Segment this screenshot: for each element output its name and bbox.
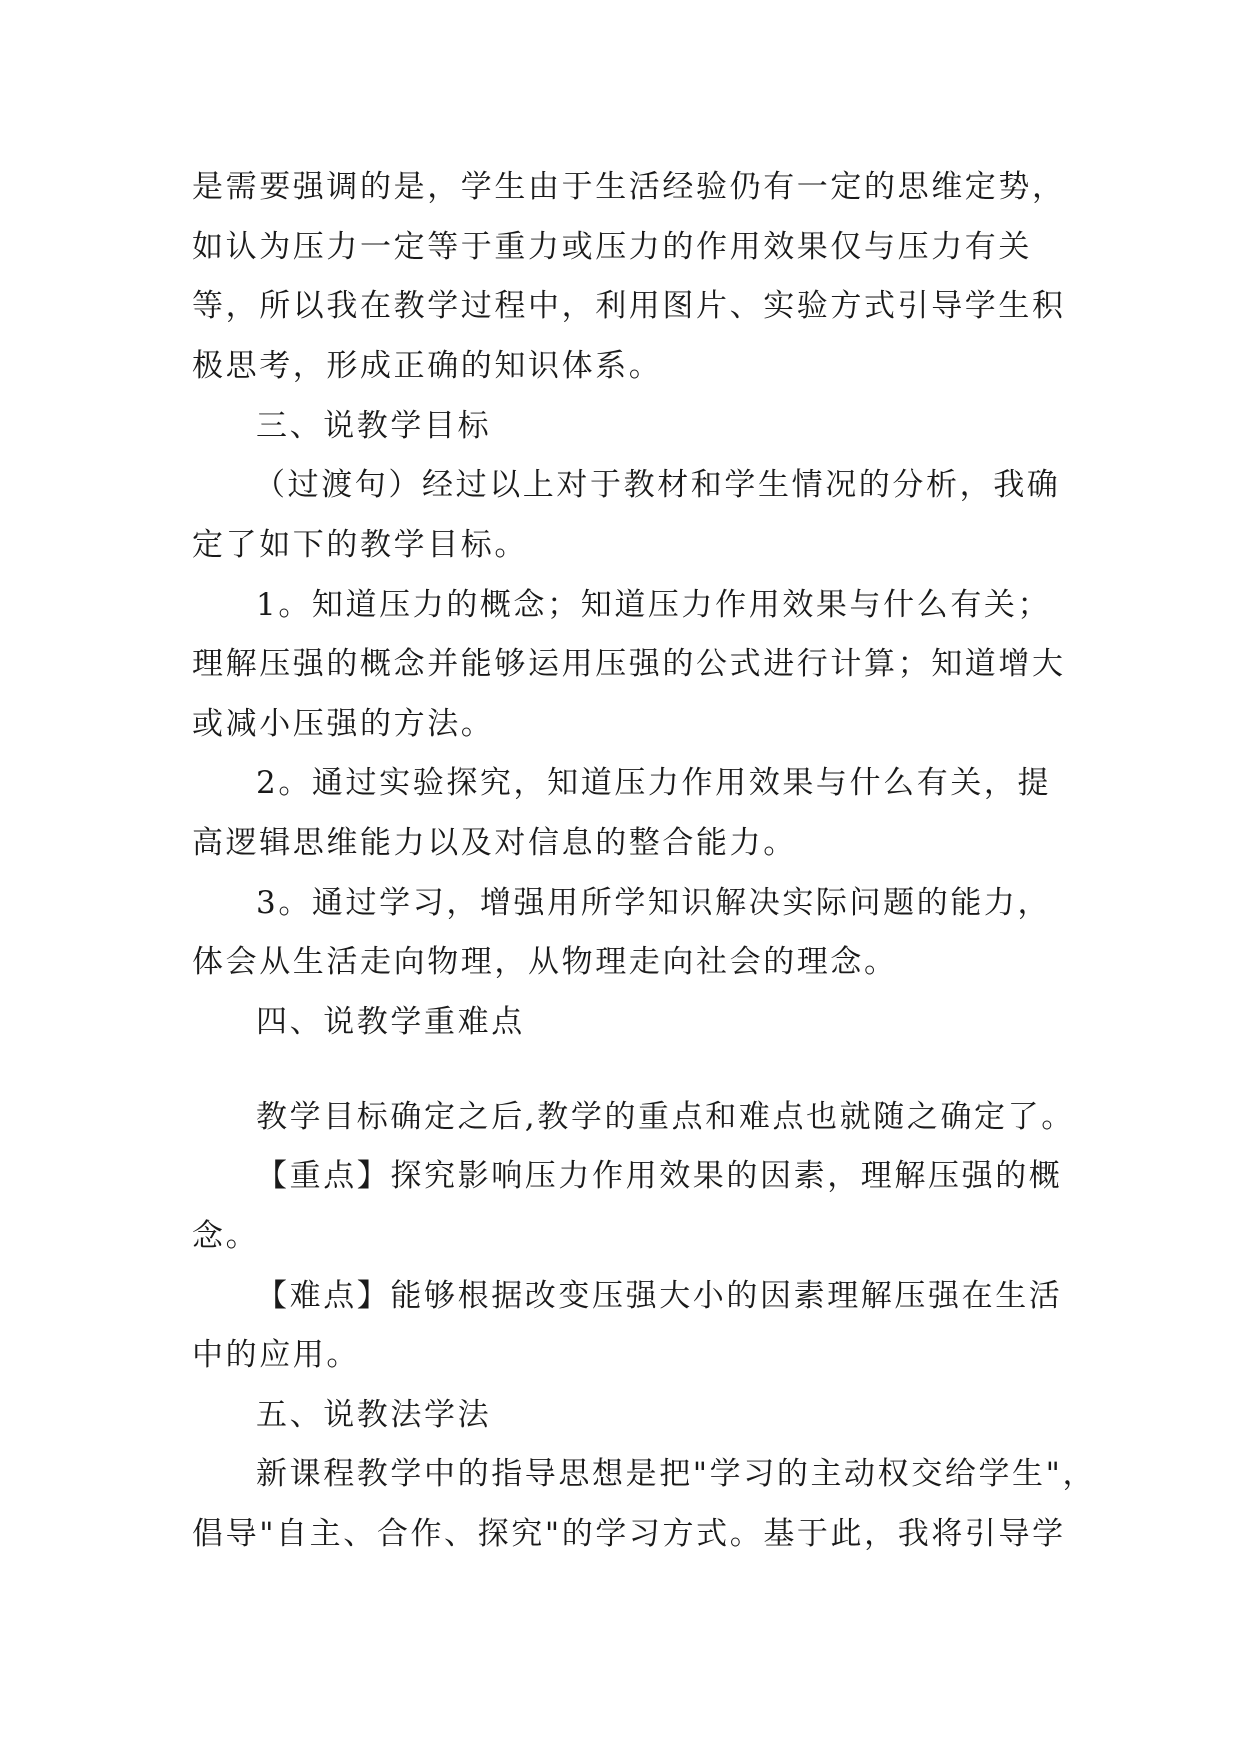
section-heading: 五、说教法学法 xyxy=(256,1397,492,1433)
section-heading: 四、说教学重难点 xyxy=(256,1004,525,1040)
list-item-line: 3。通过学习，增强用所学知识解决实际问题的能力， xyxy=(256,885,1052,921)
paragraph-line: 中的应用。 xyxy=(192,1337,360,1373)
paragraph-line: 倡导"自主、合作、探究"的学习方式。基于此，我将引导学 xyxy=(192,1516,1066,1552)
paragraph-line: （过渡句）经过以上对于教材和学生情况的分析，我确 xyxy=(254,467,1061,503)
paragraph-line: 是需要强调的是，学生由于生活经验仍有一定的思维定势， xyxy=(192,169,1066,205)
paragraph-line: 【难点】能够根据改变压强大小的因素理解压强在生活 xyxy=(256,1278,1063,1314)
paragraph-line: 定了如下的教学目标。 xyxy=(192,527,528,563)
paragraph-line: 极思考，形成正确的知识体系。 xyxy=(192,348,663,384)
list-item-line: 1。知道压力的概念；知道压力作用效果与什么有关； xyxy=(256,587,1052,623)
list-item-line: 理解压强的概念并能够运用压强的公式进行计算；知道增大 xyxy=(192,646,1066,682)
list-item-line: 体会从生活走向物理，从物理走向社会的理念。 xyxy=(192,944,898,980)
list-item-line: 高逻辑思维能力以及对信息的整合能力。 xyxy=(192,825,797,861)
paragraph-line: 教学目标确定之后,教学的重点和难点也就随之确定了。 xyxy=(256,1099,1075,1135)
list-item-line: 或减小压强的方法。 xyxy=(192,706,495,742)
paragraph-line: 如认为压力一定等于重力或压力的作用效果仅与压力有关 xyxy=(192,229,1032,265)
paragraph-line: 念。 xyxy=(192,1218,260,1254)
section-heading: 三、说教学目标 xyxy=(256,408,492,444)
paragraph-line: 【重点】探究影响压力作用效果的因素，理解压强的概 xyxy=(256,1158,1063,1194)
paragraph-line: 等，所以我在教学过程中，利用图片、实验方式引导学生积 xyxy=(192,288,1066,324)
list-item-line: 2。通过实验探究，知道压力作用效果与什么有关，提 xyxy=(256,765,1052,801)
paragraph-line: 新课程教学中的指导思想是把"学习的主动权交给学生"， xyxy=(256,1456,1097,1492)
